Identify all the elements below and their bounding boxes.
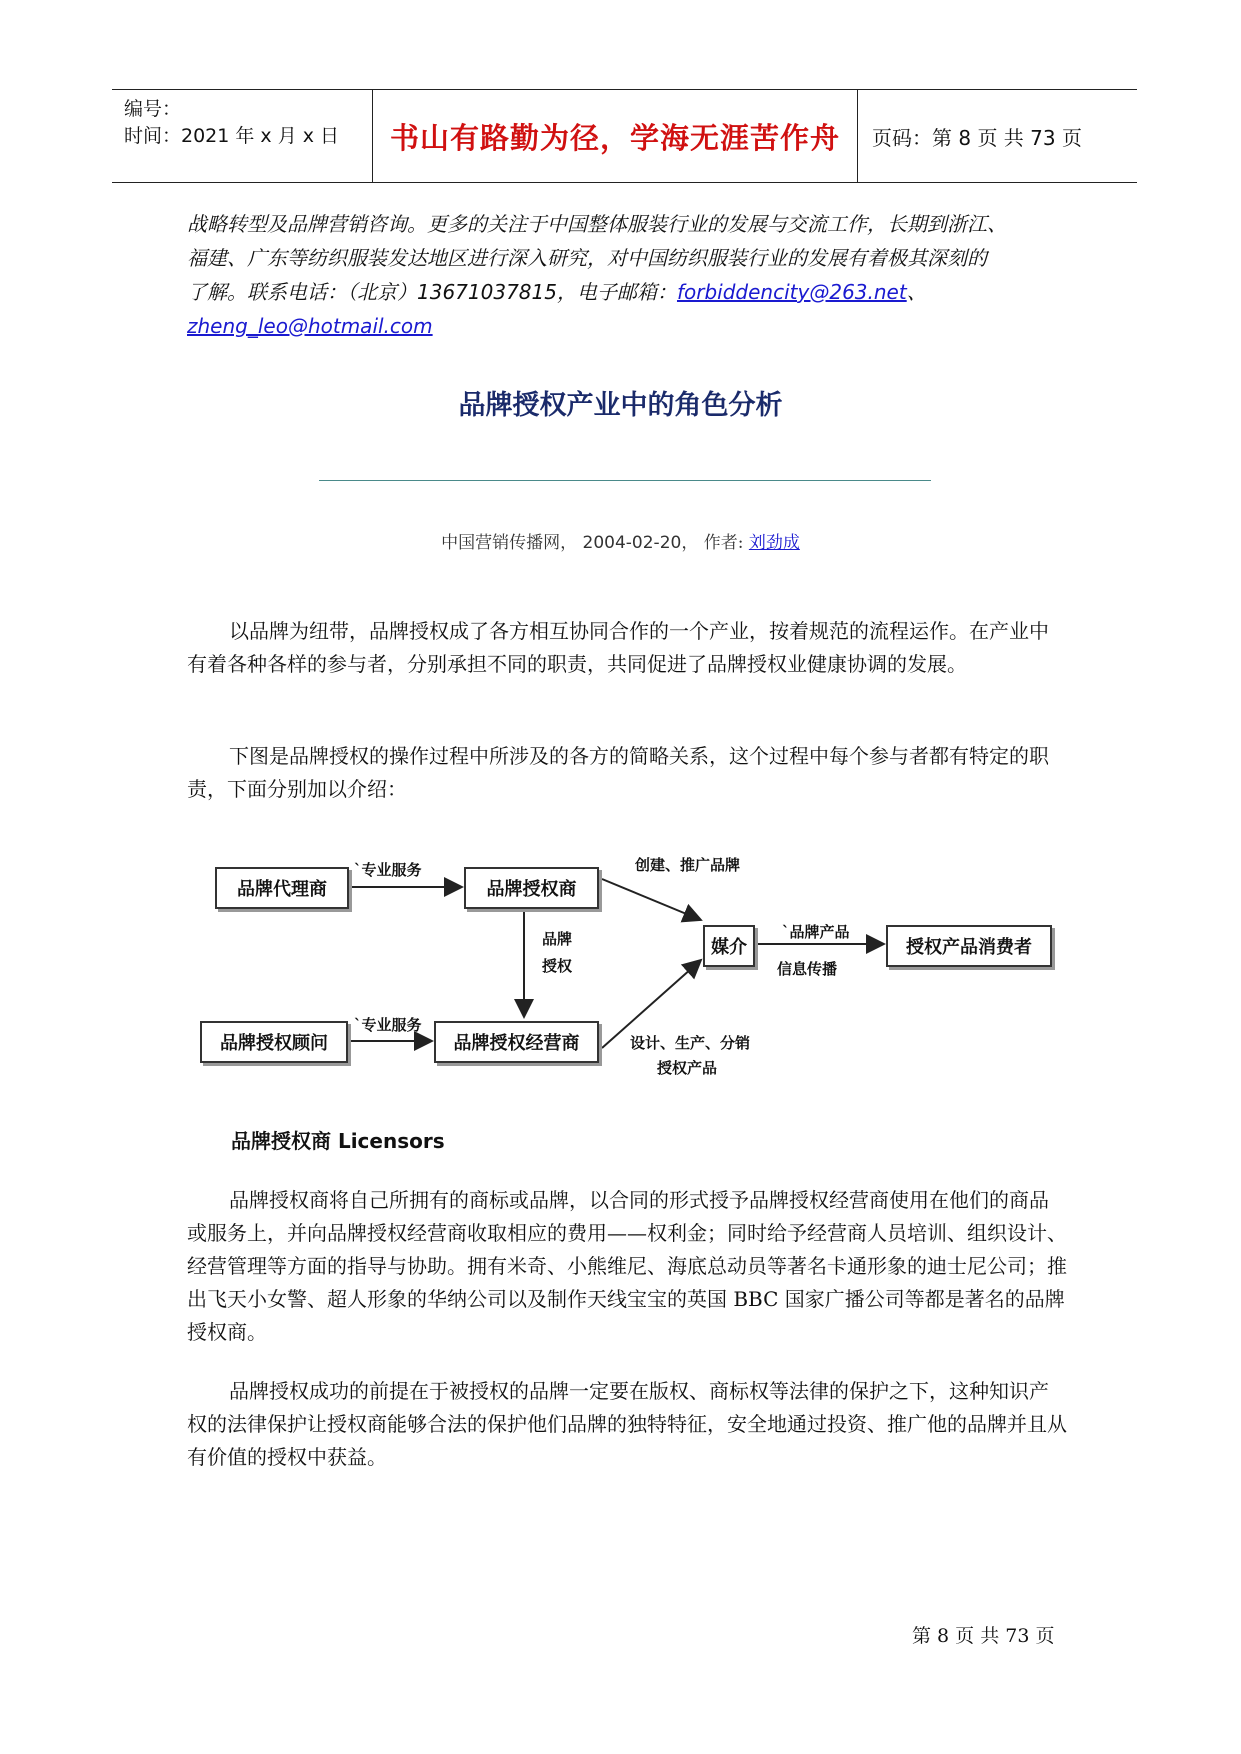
title-divider <box>319 480 931 481</box>
intro-text: ，电子邮箱： <box>556 280 677 304</box>
intro-line: 福建、广东等纺织服装发达地区进行深入研究，对中国纺织服装行业的发展有着极其深刻的 <box>187 246 987 270</box>
label-license: 授权 <box>542 957 573 975</box>
paragraph-4: 品牌授权成功的前提在于被授权的品牌一定要在版权、商标权等法律的保护之下，这种知识产权的法律保护让授权商能够合法的保护他们品牌的独特特征，安全地通过投资、推广他的品牌并且从有价值的授权中获益。 <box>187 1379 1067 1469</box>
page-header <box>112 89 1137 183</box>
header-meta-cell <box>112 90 372 182</box>
label-licensed-product: 授权产品 <box>657 1059 718 1077</box>
arrow-licensor-to-media <box>602 879 701 920</box>
label-brand: 品牌 <box>542 930 573 948</box>
email-link-2[interactable]: zheng_leo@hotmail.com <box>187 314 433 338</box>
box-consultant: 品牌授权顾问 <box>200 1021 348 1063</box>
byline <box>0 528 1241 553</box>
box-licensor: 品牌授权商 <box>464 867 599 909</box>
header-page-number: 页码：第 8 页 共 73 页 <box>872 126 1082 150</box>
motto: 书山有路勤为径，学海无涯苦作舟 <box>389 121 840 155</box>
date: 2004-02-20， <box>582 533 699 553</box>
box-brand-agent: 品牌代理商 <box>215 867 349 909</box>
header-motto-cell <box>372 90 858 182</box>
email-link-1[interactable]: forbiddencity@263.net <box>676 280 907 304</box>
paragraph-2: 下图是品牌授权的操作过程中所涉及的各方的简略关系，这个过程中每个参与者都有特定的职责，下面分别加以介绍： <box>187 744 1049 801</box>
phone-number: 13671037815 <box>417 280 557 304</box>
box-consumer: 授权产品消费者 <box>886 925 1052 967</box>
source: 中国营销传播网， <box>441 533 578 553</box>
serial-label: 编号： <box>124 98 182 120</box>
intro-line: 战略转型及品牌营销咨询。更多的关注于中国整体服装行业的发展与交流工作，长期到浙江、 <box>187 212 1007 236</box>
intro-line <box>187 309 1087 343</box>
intro-text: 了解。联系电话：（北京） <box>187 280 417 304</box>
time-label: 时间：2021 年 x 月 x 日 <box>124 125 340 147</box>
article-title: 品牌授权产业中的角色分析 <box>458 390 783 421</box>
section-heading-licensors: 品牌授权商 Licensors <box>231 1129 445 1153</box>
label-info-spread: 信息传播 <box>777 960 838 978</box>
label-brand-product: `品牌产品 <box>782 923 850 941</box>
label-design-produce: 设计、生产、分销 <box>630 1034 751 1052</box>
box-media: 媒介 <box>703 925 755 967</box>
author-label: 作者: <box>703 533 744 553</box>
relationship-diagram <box>196 845 1056 1090</box>
label-create-promote: 创建、推广品牌 <box>635 856 741 874</box>
intro-separator: 、 <box>906 280 927 304</box>
box-licensee: 品牌授权经营商 <box>434 1021 599 1063</box>
header-page-cell <box>858 90 1137 182</box>
author-link[interactable]: 刘劲成 <box>748 533 800 553</box>
intro-line <box>187 275 1087 309</box>
author-intro <box>187 207 1087 343</box>
paragraph-1: 以品牌为纽带，品牌授权成了各方相互协同合作的一个产业，按着规范的流程运作。在产业中有着各种各样的参与者，分别承担不同的职责，共同促进了品牌授权业健康协调的发展。 <box>187 619 1049 676</box>
label-service-top: `专业服务 <box>354 861 422 879</box>
paragraph-3: 品牌授权商将自己所拥有的商标或品牌，以合同的形式授予品牌授权经营商使用在他们的商品或服务上，并向品牌授权经营商收取相应的费用——权利金；同时给予经营商人员培训、组织设计、经营管理等方面的指导与协助。拥有米奇、小熊维尼、海底总动员等著名卡通形象的迪士尼公司；推出飞天小女警、超人形象的华纳公司以及制作天线宝宝的英国 BBC 国家广播公司等都是著名的品牌授权商。 <box>187 1188 1067 1344</box>
footer-page-number: 第 8 页 共 73 页 <box>912 1625 1055 1647</box>
label-service-bottom: `专业服务 <box>354 1016 422 1034</box>
